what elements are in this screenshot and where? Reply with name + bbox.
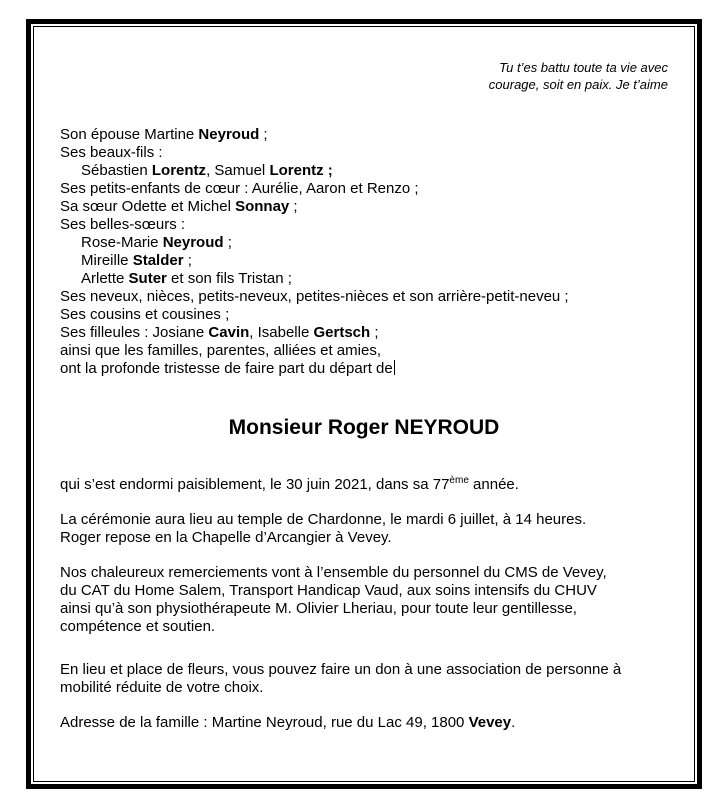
text-line bbox=[60, 198, 668, 216]
text-segment: ; bbox=[223, 234, 232, 251]
text-segment: année. bbox=[468, 476, 519, 493]
text-line bbox=[60, 582, 668, 600]
death-date-paragraph bbox=[60, 476, 668, 494]
text-cursor bbox=[394, 360, 395, 375]
document-border-inner bbox=[33, 26, 695, 782]
text-line bbox=[60, 600, 668, 618]
text-line bbox=[60, 144, 668, 162]
text-line bbox=[60, 288, 668, 306]
text-segment: . bbox=[511, 714, 516, 731]
text-segment: et son fils Tristan ; bbox=[166, 270, 292, 287]
address-paragraph bbox=[60, 714, 668, 732]
text-line bbox=[60, 476, 668, 494]
text-line bbox=[60, 714, 668, 732]
text-segment: ont la profonde tristesse de faire part du départ de bbox=[60, 360, 393, 377]
text-segment: , Isabelle bbox=[249, 324, 314, 341]
text-segment: Vevey bbox=[468, 714, 512, 731]
text-segment: Cavin bbox=[208, 324, 250, 341]
text-line bbox=[60, 216, 668, 234]
text-line bbox=[60, 679, 668, 697]
text-segment: La cérémonie aura lieu au temple de Chardonne, le mardi 6 juillet, à 14 heures. bbox=[60, 511, 587, 528]
text-segment: Neyroud bbox=[162, 234, 224, 251]
text-segment: Neyroud bbox=[198, 126, 260, 143]
text-segment: Ses cousins et cousines ; bbox=[60, 306, 230, 323]
text-segment: du CAT du Home Salem, Transport Handicap Vaud, aux soins intensifs du CHUV bbox=[60, 582, 597, 599]
text-line bbox=[60, 564, 668, 582]
thanks-paragraph bbox=[60, 564, 668, 636]
text-segment: Son épouse Martine bbox=[60, 126, 199, 143]
text-segment: ; bbox=[370, 324, 379, 341]
text-segment: Ses petits-enfants de cœur : Aurélie, Aaron et Renzo ; bbox=[60, 180, 419, 197]
text-segment: Sonnay bbox=[235, 198, 290, 215]
text-line bbox=[60, 342, 668, 360]
deceased-name-title: Monsieur Roger NEYROUD bbox=[228, 416, 500, 439]
epigraph-line-1: Tu t’es battu toute ta vie avec bbox=[499, 60, 668, 75]
text-segment: Ses filleules : Josiane bbox=[60, 324, 209, 341]
text-line bbox=[60, 661, 668, 679]
document-border-outer bbox=[26, 19, 702, 789]
text-segment: ème bbox=[449, 475, 469, 486]
text-line bbox=[60, 162, 668, 180]
text-segment: Ses beaux-fils : bbox=[60, 144, 163, 161]
text-segment: ainsi qu’à son physiothérapeute M. Olivier Lheriau, pour toute leur gentillesse, bbox=[60, 600, 577, 617]
text-segment: Nos chaleureux remerciements vont à l’ensemble du personnel du CMS de Vevey, bbox=[60, 564, 607, 581]
text-line bbox=[60, 234, 668, 252]
text-line bbox=[60, 306, 668, 324]
text-segment: , Samuel bbox=[206, 162, 270, 179]
text-line bbox=[60, 270, 668, 288]
text-segment: Stalder bbox=[132, 252, 184, 269]
text-segment: Ses neveux, nièces, petits-neveux, petites-nièces et son arrière-petit-neveu ; bbox=[60, 288, 569, 305]
text-segment: Lorentz bbox=[151, 162, 207, 179]
text-segment: Sébastien bbox=[81, 162, 152, 179]
text-segment: Gertsch bbox=[313, 324, 371, 341]
ceremony-paragraph bbox=[60, 511, 668, 547]
text-line bbox=[60, 126, 668, 144]
text-line bbox=[60, 511, 668, 529]
text-segment: Suter bbox=[128, 270, 167, 287]
text-line bbox=[60, 360, 668, 378]
text-line bbox=[60, 618, 668, 636]
text-segment: ; bbox=[183, 252, 192, 269]
text-segment: ; bbox=[289, 198, 298, 215]
text-segment: Lorentz ; bbox=[269, 162, 333, 179]
text-segment: mobilité réduite de votre choix. bbox=[60, 679, 264, 696]
text-segment: Rose-Marie bbox=[81, 234, 163, 251]
epigraph bbox=[60, 59, 668, 93]
text-segment: En lieu et place de fleurs, vous pouvez faire un don à une association de personne à bbox=[60, 661, 622, 678]
family-list bbox=[60, 126, 668, 378]
text-segment: qui s’est endormi paisiblement, le 30 juin 2021, dans sa 77 bbox=[60, 476, 450, 493]
text-line bbox=[60, 252, 668, 270]
text-segment: Adresse de la famille : Martine Neyroud, rue du Lac 49, 1800 bbox=[60, 714, 469, 731]
epigraph-line-2: courage, soit en paix. Je t’aime bbox=[488, 77, 668, 92]
text-segment: Arlette bbox=[81, 270, 129, 287]
text-segment: ainsi que les familles, parentes, alliées et amies, bbox=[60, 342, 381, 359]
text-segment: ; bbox=[259, 126, 268, 143]
text-segment: compétence et soutien. bbox=[60, 618, 216, 635]
flowers-paragraph bbox=[60, 661, 668, 697]
text-line bbox=[60, 180, 668, 198]
text-segment: Mireille bbox=[81, 252, 133, 269]
text-line bbox=[60, 324, 668, 342]
text-segment: Roger repose en la Chapelle d’Arcangier à Vevey. bbox=[60, 529, 392, 546]
obituary-text-area[interactable] bbox=[34, 27, 694, 781]
text-segment: Ses belles-sœurs : bbox=[60, 216, 186, 233]
text-line bbox=[60, 529, 668, 547]
text-segment: Sa sœur Odette et Michel bbox=[60, 198, 236, 215]
